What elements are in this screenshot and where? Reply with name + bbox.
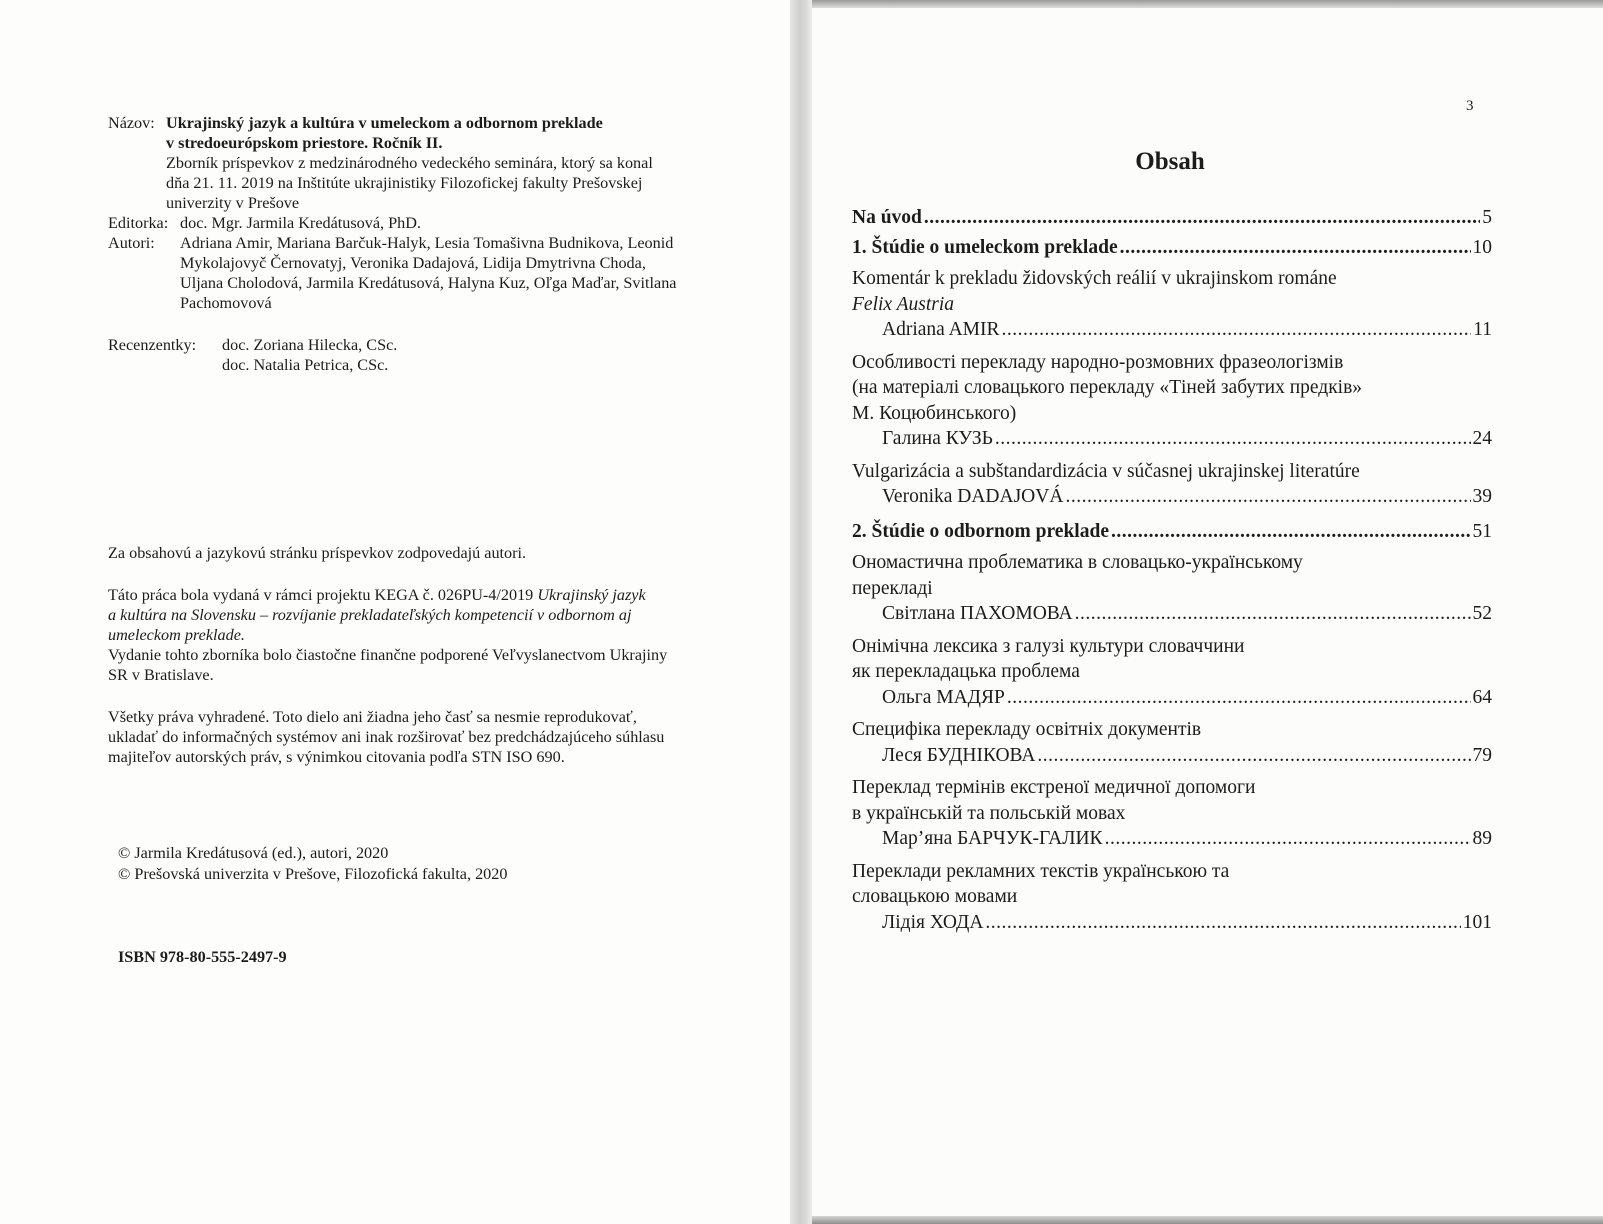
toc-entry-author-row (852, 426, 1492, 452)
title-entry (108, 113, 768, 213)
editor-entry (108, 213, 768, 233)
authors-label: Autori: (108, 234, 155, 252)
authors-line-1: Adriana Amir, Mariana Barčuk-Halyk, Lesia Tomašivna Budnikova, Leonid (180, 234, 674, 252)
toc-entry-title: (на матеріалі словацького перекладу «Тіней забутих предків» (852, 377, 1363, 398)
leader-dots (1065, 484, 1470, 510)
title-label: Názov: (108, 114, 155, 132)
reviewer-1: doc. Zoriana Hilecka, CSc. (222, 336, 398, 354)
authors-line-3: Uljana Cholodová, Jarmila Kredátusová, Halyna Kuz, Oľga Maďar, Svitlana (180, 274, 677, 292)
project-name-line-3: umeleckom preklade. (108, 626, 245, 644)
toc-entry-page: 24 (1472, 428, 1492, 449)
toc-intro-label: Na úvod (852, 207, 922, 228)
toc-intro (852, 205, 1492, 231)
responsibility-note: Za obsahovú a jazykovú stránku príspevkov zodpovedajú autori. (108, 544, 527, 562)
toc-entry-title: М. Коцюбинського) (852, 402, 1017, 424)
page-edge-bottom (812, 1216, 1603, 1224)
toc-section-2 (852, 519, 1492, 545)
copyright-block (118, 843, 718, 885)
toc-entry (852, 266, 1492, 343)
toc-entry (852, 775, 1492, 852)
toc-entry-page: 39 (1472, 486, 1492, 507)
toc-entry-author-row (852, 317, 1492, 343)
rights-line-1: Všetky práva vyhradené. Toto dielo ani žiadna jeho časť sa nesmie reprodukovať, (108, 708, 637, 726)
toc-entry-title: Онімічна лексика з галузі культури словаччини (852, 635, 1245, 657)
book-description-line-1: Zborník príspevkov z medzinárodného vedeckého seminára, ktorý sa konal (166, 154, 653, 172)
toc-entry-author: Галина КУЗЬ (882, 428, 993, 449)
toc-entry-author: Лідія ХОДА (882, 911, 984, 933)
authors-line-2: Mykolajovyč Černovatyj, Veronika Dadajová, Lidija Dmytrivna Choda, (180, 254, 646, 272)
isbn: ISBN 978-80-555-2497-9 (118, 948, 287, 966)
toc-entry-author: Леся БУДНІКОВА (882, 744, 1036, 766)
leader-dots (1111, 519, 1471, 545)
toc-entry-author-row (852, 910, 1492, 936)
toc-section-2-label: 2. Štúdie o odbornom preklade (852, 520, 1109, 542)
book-gutter (790, 0, 812, 1224)
leader-dots (1037, 743, 1470, 769)
support-note (108, 645, 758, 685)
rights-line-3: majiteľov autorských práv, s výnimkou citovania podľa STN ISO 690. (108, 748, 565, 766)
toc-entry (852, 634, 1492, 711)
authors-entry (108, 233, 768, 313)
legal-notes (108, 543, 758, 767)
table-of-contents (852, 205, 1492, 935)
toc-intro-page: 5 (1482, 207, 1492, 228)
toc-entry-title: Переклад термінів екстреної медичної допомоги (852, 777, 1256, 798)
authors-value (180, 233, 768, 313)
toc-entry-title: словацькою мовами (852, 886, 1018, 907)
toc-section-1-label: 1. Štúdie o umeleckom preklade (852, 236, 1118, 258)
toc-entry-author: Мар’яна БАРЧУК-ГАЛИК (882, 828, 1103, 849)
toc-entry-title: перекладі (852, 577, 933, 599)
toc-entry-title: Vulgarizácia a subštandardizácia v súčasnej ukrajinskej literatúre (852, 460, 1360, 482)
toc-entry-page: 89 (1472, 828, 1492, 849)
toc-entry (852, 550, 1492, 627)
book-title-line-2: v stredoeurópskom priestore. Ročník II. (166, 134, 443, 152)
title-value (166, 113, 768, 213)
toc-entry-page: 101 (1462, 911, 1492, 933)
toc-section-1 (852, 235, 1492, 261)
toc-entry-author: Adriana AMIR (882, 319, 1000, 340)
project-name-line-1: Ukrajinský jazyk (537, 586, 646, 604)
book-title-line-1: Ukrajinský jazyk a kultúra v umeleckom a odbornom preklade (166, 114, 603, 132)
contents-title: Obsah (1135, 148, 1205, 175)
support-line-2: SR v Bratislave. (108, 666, 214, 684)
authors-line-4: Pachomovová (180, 294, 272, 312)
toc-section-2-page: 51 (1472, 520, 1492, 542)
page-number: 3 (1466, 98, 1474, 114)
leader-dots (924, 205, 1480, 231)
toc-entry-title: Ономастична проблематика в словацько-українському (852, 552, 1303, 573)
toc-entry-author: Ольга МАДЯР (882, 686, 1005, 708)
toc-entry-title: Специфіка перекладу освітніх документів (852, 719, 1202, 740)
toc-entry-author-row (852, 826, 1492, 852)
page-edge-top (812, 0, 1603, 8)
reviewers-entry (108, 335, 768, 375)
toc-entry (852, 350, 1492, 452)
toc-entry (852, 859, 1492, 936)
rights-line-2: ukladať do informačných systémov ani inak rozširovať bez predchádzajúceho súhlasu (108, 728, 665, 746)
toc-entry-author: Світлана ПАХОМОВА (882, 603, 1073, 624)
toc-entry-title: як перекладацька проблема (852, 661, 1080, 682)
toc-entry-page: 52 (1472, 603, 1492, 624)
leader-dots (1075, 601, 1471, 627)
left-page-imprint (0, 0, 790, 1224)
project-note (108, 585, 758, 645)
toc-entry-author-row (852, 484, 1492, 510)
toc-entry-title: Переклади рекламних текстів українською та (852, 860, 1230, 882)
toc-entry (852, 459, 1492, 510)
toc-entry (852, 717, 1492, 768)
toc-entry-title: Komentár k prekladu židovských reálií v ukrajinskom románe (852, 268, 1337, 289)
leader-dots (1105, 826, 1471, 852)
toc-entry-title-italic: Felix Austria (852, 293, 955, 315)
reviewers-label: Recenzentky: (108, 336, 197, 354)
editor-value: doc. Mgr. Jarmila Kredátusová, PhD. (180, 214, 421, 232)
copyright-line-2: © Prešovská univerzita v Prešove, Filozofická fakulta, 2020 (118, 865, 508, 883)
toc-entry-page: 79 (1472, 744, 1492, 766)
leader-dots (995, 426, 1471, 452)
book-description-line-3: univerzity v Prešove (166, 194, 300, 212)
project-note-text: Táto práca bola vydaná v rámci projektu KEGA č. 026PU-4/2019 (108, 586, 538, 604)
editor-label: Editorka: (108, 214, 169, 232)
reviewer-2: doc. Natalia Petrica, CSc. (222, 356, 389, 374)
project-name-line-2: a kultúra na Slovensku – rozvíjanie prekladateľských kompetencií v odbornom aj (108, 606, 632, 624)
toc-entry-author-row (852, 601, 1492, 627)
rights-note (108, 707, 758, 767)
leader-dots (985, 910, 1460, 936)
book-description-line-2: dňa 21. 11. 2019 na Inštitúte ukrajinistiky Filozofickej fakulty Prešovskej (166, 174, 643, 192)
toc-entry-page: 11 (1473, 319, 1492, 340)
toc-entry-title: в українській та польській мовах (852, 802, 1126, 824)
toc-entry-author-row (852, 685, 1492, 711)
toc-entry-author: Veronika DADAJOVÁ (882, 486, 1064, 507)
leader-dots (1007, 685, 1471, 711)
leader-dots (1002, 317, 1472, 343)
reviewers-value (222, 335, 768, 375)
toc-entry-page: 64 (1472, 686, 1492, 708)
toc-entry-title: Особливості перекладу народно-розмовних фразеологізмів (852, 351, 1344, 373)
toc-entry-author-row (852, 743, 1492, 769)
support-line-1: Vydanie tohto zborníka bolo čiastočne finančne podporené Veľvyslanectvom Ukrajiny (108, 646, 668, 664)
toc-section-1-page: 10 (1472, 236, 1492, 258)
imprint-block (108, 113, 768, 375)
leader-dots (1120, 235, 1471, 261)
copyright-line-1: © Jarmila Kredátusová (ed.), autori, 2020 (118, 844, 389, 862)
